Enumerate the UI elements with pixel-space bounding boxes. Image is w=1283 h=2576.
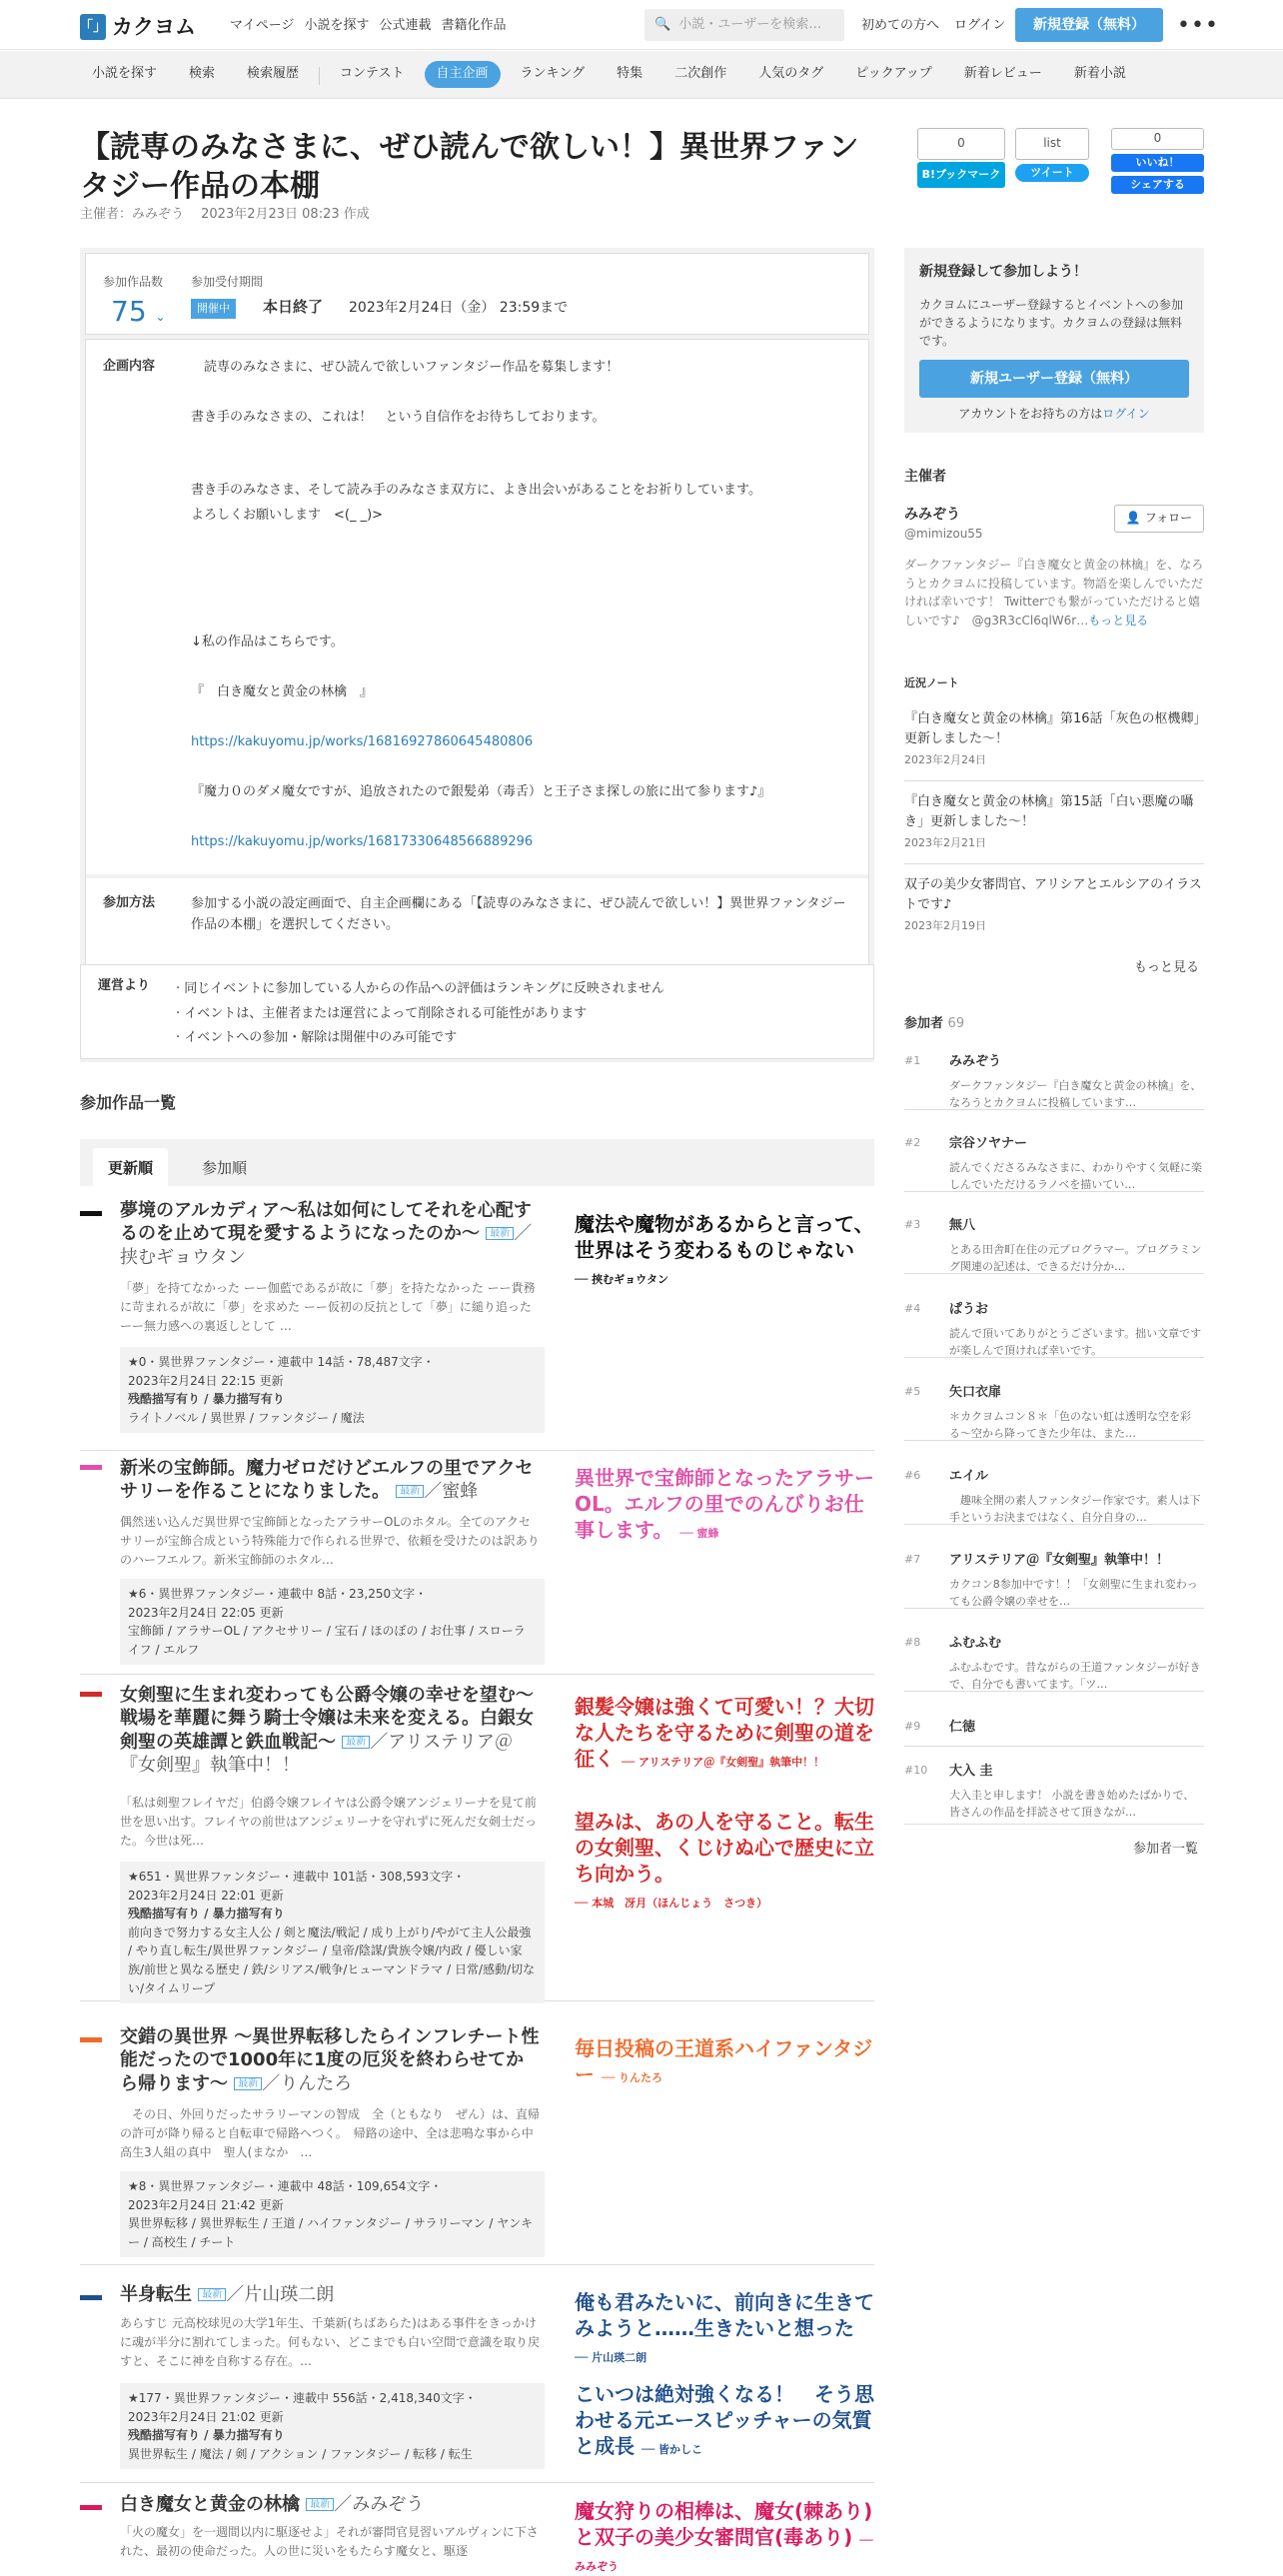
color-bar <box>80 1211 102 1216</box>
catchphrase[interactable]: 異世界で宝飾師となったアラサーOL。エルフの里でのんびりお仕事します。 ── 蜜蜂 <box>575 1466 874 1542</box>
work-item: 白き魔女と黄金の林檎 最新 ／みみぞう 「火の魔女」を一週間以内に駆逐せよ」それが審問官見習いアルヴィンに下された、最初の使命だった。人の世に災いをもたらす魔女と、駆逐 魔女狩りの相棒は、魔女(棘あり)と双子の美少女審問官(毒あり) ── みみぞう <box>80 2493 874 2566</box>
event-details: 企画内容 読専のみなさまに、ぜひ読んで欲しいファンタジー作品を募集します！ 書き手のみなさまの、これは！ という自信作をお待ちしております。 書き手のみなさま、そして読み手のみなさま双方に、よき出会いがあることをお祈りしています。 よろしくお願いします <(_ _)> ↓私の作品はこちらです。 『 白き魔女と黄金の林檎 』 https://kakuyomu.jp/works/16816927860645480806 『魔力０のダメ魔女ですが、追放されたので銀髪弟（毒舌）と王子さま探しの旅に出て参ります♪』 https://kakuyomu.jp/works/16817330648566889296 参加方法 参加する小説の設定画面で、自主企画欄にある「【読専のみなさまに、ぜひ読んで欲しい！】異世界ファンタジー作品の本棚」を選択してください。 <box>85 339 869 1038</box>
more-menu-icon[interactable]: ••• <box>1177 13 1219 38</box>
work-title[interactable]: 白き魔女と黄金の林檎 <box>120 2494 300 2515</box>
divider <box>86 874 868 878</box>
subnav-pickup[interactable]: ピックアップ <box>855 66 932 81</box>
work-author[interactable]: ／りんたろ <box>262 2072 353 2094</box>
tab-joined[interactable]: 参加順 <box>202 1159 248 1177</box>
note-item[interactable]: 『白き魔女と黄金の林檎』第15話「白い悪魔の囁き」更新しました〜！ 2023年2月21日 <box>904 792 1204 864</box>
host-bio: ダークファンタジー『白き魔女と黄金の林檎』を、なろうとカクヨムに投稿しています。物語を楽しんでいただければ幸いです！ Twitterでも繋がっていただけると嬉しいです♪ @g3R3cCl6qlW6r…もっと見る <box>904 558 1204 628</box>
work-item: 夢境のアルカディア〜私は如何にしてそれを心配するのを止めて現を愛するようになったのか〜 最新 ／挟むギョウタン 「夢」を持てなかった ーー伽藍であるが故に「夢」を持たなかった ーー貴務に苛まれるが故に「夢」を求めた ーー仮初の反抗として「夢」に縋り追った ーー無力感への裏返しとして … ★0・異世界ファンタジー・連載中 14話・78,487文字・ 2023年2月24日 22:15 更新 残酷描写有り / 暴力描写有り ライトノベル / 異世界 / ファンタジー / 魔法 魔法や魔物があるからと言って、世界はそう変わるものじゃない ── 挟むギョウタン <box>80 1199 874 1451</box>
color-bar <box>80 1465 102 1470</box>
nav-mypage[interactable]: マイページ <box>230 18 295 33</box>
nav-find[interactable]: 小説を探す <box>304 18 370 33</box>
sort-tabs <box>80 1139 874 1186</box>
work-info: ★6・異世界ファンタジー・連載中 8話・23,250文字・ 2023年2月24日 22:05 更新 宝飾師 / アラサーOL / アクセサリー / 宝石 / ほのぼの / お仕事 / スローライフ / エルフ <box>120 1579 545 1665</box>
subnav-reviews[interactable]: 新着レビュー <box>963 66 1042 81</box>
site-header <box>0 0 1283 50</box>
work-item: 半身転生 最新 ／片山瑛二朗 あらすじ 元高校球児の大学1年生、千葉新(ちばあらた)はある事件をきっかけに魂が半分に割れてしまった。何もない、どこまでも白い空間で意識を取り戻すと、そこに神を自称する存在。… ★177・異世界ファンタジー・連載中 556話・2,418,340文字・ 2023年2月24日 21:02 更新 残酷描写有り / 暴力描写有り 異世界転生 / 魔法 / 剣 / アクション / ファンタジー / 転移 / 転生 俺も君みたいに、前向きに生きてみようと……生きたいと想った ── 片山瑛二朗 こいつは絶対強くなる！ そう思わせる元エースピッチャーの気質と成長 ── 皆かしこ <box>80 2283 874 2483</box>
work-link-1[interactable]: https://kakuyomu.jp/works/16816927860645480806 <box>191 734 534 749</box>
event-summary: 参加作品数 75 ⌄ 参加受付期間 開催中 本日終了 2023年2月24日（金） 23:59まで <box>85 253 869 335</box>
subnav-ranking[interactable]: ランキング <box>520 66 586 81</box>
work-info: ★0・異世界ファンタジー・連載中 14話・78,487文字・ 2023年2月24日 22:15 更新 残酷描写有り / 暴力描写有り ライトノベル / 異世界 / ファンタジー / 魔法 <box>120 1347 545 1433</box>
subnav-new[interactable]: 新着小説 <box>1073 66 1126 81</box>
member-item[interactable]: #3 無八 とある田舎町在住の元プログラマー。プログラミング関連の記述は、できるだけ分か… <box>904 1217 1204 1274</box>
member-item[interactable]: #7 アリステリア＠『女剣聖』執筆中！！ カクコン8参加中です！！「女剣聖に生まれ変わっても公爵令嬢の幸せを… <box>904 1552 1204 1609</box>
tab-updated[interactable]: 更新順 <box>93 1148 168 1186</box>
work-item: 女剣聖に生まれ変わっても公爵令嬢の幸せを望む〜戦場を華麗に舞う騎士令嬢は未来を変える。白銀女剣聖の英雄譚と鉄血戦記〜 最新 ／アリステリア＠『女剣聖』執筆中！！ 「私は剣聖フレイヤだ」伯爵令嬢フレイヤは公爵令嬢アンジェリーナを見て前世を思い出す。フレイヤの前世はアンジェリーナを守れずに死んだ女剣士だった。今世は死… ★651・異世界ファンタジー・連載中 101話・308,593文字・ 2023年2月24日 22:01 更新 残酷描写有り / 暴力描写有り 前向きで努力する女主人公 / 剣と魔法/戦記 / 成り上がり/やがて主人公最強 / やり直し転生/異世界ファンタジー / 皇帝/陰謀/貴族令嬢/内政 / 優しい家族/前世と異なる歴史 / 鉄/シリアス/戦争/ヒューマンドラマ / 日常/感動/切ない/タイムリープ 銀髪令嬢は強くて可愛い！？大切な人たちを守るために剣聖の道を征く ── アリステリア＠『女剣聖』執筆中！！ 望みは、あの人を守ること。転生の女剣聖、くじけぬ心で歴史に立ち向かう。 ── 本城 冴月（ほんじょう さつき） <box>80 1684 874 2001</box>
event-panel <box>80 248 874 1062</box>
new-badge: 最新 <box>234 2077 262 2090</box>
catchphrase-review[interactable]: こいつは絶対強くなる！ そう思わせる元エースピッチャーの気質と成長 ── 皆かしこ <box>575 2382 874 2458</box>
subnav-tags[interactable]: 人気のタグ <box>758 66 824 81</box>
admin-notes: 運営より · 同じイベントに参加している人からの作品への評価はランキングに反映されません · イベントは、主催者または運営によって削除される可能性があります · イベントへの参加・解除は開催中のみ可能です <box>80 964 874 1059</box>
tweet-button[interactable]: ツイート <box>1015 164 1089 182</box>
work-title[interactable]: 女剣聖に生まれ変わっても公爵令嬢の幸せを望む〜戦場を華麗に舞う騎士令嬢は未来を変える。白銀女剣聖の英雄譚と鉄血戦記〜 <box>120 1685 534 1753</box>
login-link[interactable]: ログイン <box>954 18 1006 33</box>
search-input[interactable]: 🔍 小説・ユーザーを検索… <box>644 9 844 41</box>
work-item: 新米の宝飾師。魔力ゼロだけどエルフの里でアクセサリーを作ることになりました。 最新 ／蜜蜂 偶然迷い込んだ異世界で宝飾師となったアラサーOLのホタル。全てのアクセサリーが宝飾合成という特殊能力で作られる世界で、依頼を受けたのは訳ありのハーフエルフ。新米宝飾師のホタル… ★6・異世界ファンタジー・連載中 8話・23,250文字・ 2023年2月24日 22:05 更新 宝飾師 / アラサーOL / アクセサリー / 宝石 / ほのぼの / お仕事 / スローライフ / エルフ 異世界で宝飾師となったアラサーOL。エルフの里でのんびりお仕事します。 ── 蜜蜂 <box>80 1457 874 1675</box>
bookmark-button[interactable]: B!ブックマーク <box>917 162 1005 188</box>
work-title[interactable]: 半身転生 <box>120 2284 192 2305</box>
color-bar <box>80 2295 102 2300</box>
work-author[interactable]: ／挟むギョウタン <box>120 1223 533 1268</box>
search-icon: 🔍 <box>654 16 671 32</box>
new-badge: 最新 <box>342 1736 370 1749</box>
sidebar-login-link[interactable]: ログイン <box>1102 407 1150 422</box>
catchphrase-review[interactable]: 望みは、あの人を守ること。転生の女剣聖、くじけぬ心で歴史に立ち向かう。 ── 本城 冴月（ほんじょう さつき） <box>575 1810 874 1910</box>
member-item[interactable]: #9 仁徳 <box>904 1719 1204 1747</box>
works-heading: 参加作品一覧 <box>80 1093 177 1112</box>
new-badge: 最新 <box>306 2498 334 2511</box>
work-title[interactable]: 交錯の異世界 〜異世界転移したらインフレチート性能だったので1000年に1度の厄災を終わらせてから帰ります〜 <box>120 2026 540 2094</box>
subnav-features[interactable]: 特集 <box>617 66 643 81</box>
member-item[interactable]: #10 大入 圭 大入圭と申します！ 小説を書き始めたばかりで、皆さんの作品を拝読させて頂きなが… <box>904 1763 1204 1825</box>
catchphrase[interactable]: 毎日投稿の王道系ハイファンタジー ── りんたろ <box>575 2036 873 2086</box>
nav-books[interactable]: 書籍化作品 <box>441 18 507 33</box>
bio-more-link[interactable]: もっと見る <box>1088 613 1149 628</box>
work-info: ★651・異世界ファンタジー・連載中 101話・308,593文字・ 2023年2月24日 22:01 更新 残酷描写有り / 暴力描写有り 前向きで努力する女主人公 / 剣と魔法/戦記 / 成り上がり/やがて主人公最強 / やり直し転生/異世界ファンタジー / 皇帝/陰謀/貴族令嬢/内政 / 優しい家族/前世と異なる歴史 / 鉄/シリアス/戦争/ヒューマンドラマ / 日常/感動/切ない/タイムリープ <box>120 1862 545 2003</box>
member-item[interactable]: #4 ぱうお 読んで頂いてありがとうございます。拙い文章ですが楽しんで頂ければ幸いです。 <box>904 1301 1204 1358</box>
work-author[interactable]: ／片山瑛二朗 <box>226 2284 335 2305</box>
first-time-link[interactable]: 初めての方へ <box>861 18 940 33</box>
subnav-find[interactable]: 小説を探す <box>92 66 158 81</box>
work-title[interactable]: 夢境のアルカディア〜私は如何にしてそれを心配するのを止めて現を愛するようになったのか〜 <box>120 1200 532 1245</box>
work-item: 交錯の異世界 〜異世界転移したらインフレチート性能だったので1000年に1度の厄災を終わらせてから帰ります〜 最新 ／りんたろ その日、外回りだったサラリーマンの智成 全（ともなり ぜん）は、直帰の許可が降り帰ると自転車で帰路へつく。 帰路の途中、全は悲鳴な事から中高生3人組の真中 聖人(まなか … ★8・異世界ファンタジー・連載中 48話・109,654文字・ 2023年2月24日 21:42 更新 異世界転移 / 異世界転生 / 王道 / ハイファンタジー / サラリーマン / ヤンキー / 高校生 / チート 毎日投稿の王道系ハイファンタジー ── りんたろ <box>80 2023 874 2265</box>
catchphrase[interactable]: 魔女狩りの相棒は、魔女(棘あり)と双子の美少女審問官(毒あり) ── みみぞう <box>575 2499 873 2573</box>
nav-official[interactable]: 公式連載 <box>379 18 432 33</box>
work-title[interactable]: 新米の宝飾師。魔力ゼロだけどエルフの里でアクセサリーを作ることになりました。 <box>120 1458 534 1503</box>
member-item[interactable]: #5 矢口衣扉 ＊カクヨムコン８＊「色のない虹は透明な空を彩る〜空から降ってきた少年は、また… <box>904 1384 1204 1441</box>
entry-count[interactable]: 75 ⌄ <box>111 295 166 328</box>
member-item[interactable]: #6 エイル 趣味全開の素人ファンタジー作家です。素人は下手というお決まではなく、自分自身の… <box>904 1468 1204 1525</box>
note-item[interactable]: 双子の美少女審問官、アリシアとエルシアのイラストです♪ 2023年2月19日 <box>904 877 1202 932</box>
logo-mark-icon: 「」 <box>80 14 106 40</box>
work-author[interactable]: ／みみぞう <box>334 2494 425 2515</box>
bookmark-share[interactable]: 0 B!ブックマーク <box>917 128 1005 188</box>
work-author[interactable]: ／蜜蜂 <box>424 1481 479 1503</box>
tweet-share[interactable]: list ツイート <box>1015 128 1089 182</box>
subnav-history[interactable]: 検索履歴 <box>247 66 300 81</box>
fb-share-button[interactable]: シェアする <box>1111 176 1204 194</box>
member-item[interactable]: #8 ふむふむ ふむふむです。昔ながらの王道ファンタジーが好きで、自分でも書いてます。「ツ… <box>904 1635 1204 1692</box>
members-list-link[interactable]: 参加者一覧 <box>1133 1842 1199 1857</box>
sub-nav <box>0 51 1283 99</box>
subnav-fanfic[interactable]: 二次創作 <box>674 66 727 81</box>
event-meta: 主催者：みみぞう 2023年2月23日 08:23 作成 <box>80 207 370 222</box>
catchphrase[interactable]: 銀髪令嬢は強くて可愛い！？大切な人たちを守るために剣聖の道を征く ── アリステリア＠『女剣聖』執筆中！！ <box>575 1695 874 1771</box>
host-name[interactable]: みみぞう <box>904 507 960 523</box>
user-plus-icon: 👤 <box>1125 511 1141 526</box>
note-item[interactable]: 『白き魔女と黄金の林檎』第16話「灰色の枢機卿」更新しました〜！ 2023年2月24日 <box>904 709 1204 781</box>
catchphrase[interactable]: 俺も君みたいに、前向きに生きてみようと……生きたいと想った ── 片山瑛二朗 <box>575 2290 874 2364</box>
page-title: 【読専のみなさまに、ぜひ読んで欲しい！】異世界ファンタジー作品の本棚 <box>80 130 859 204</box>
work-link-2[interactable]: https://kakuyomu.jp/works/16817330648566889296 <box>191 834 534 849</box>
new-badge: 最新 <box>486 1227 514 1240</box>
like-button[interactable]: いいね！ <box>1111 154 1204 172</box>
new-badge: 最新 <box>198 2288 226 2301</box>
host-heading: 主催者 <box>904 469 946 485</box>
status-badge: 開催中 <box>191 299 236 319</box>
main-nav <box>230 17 507 36</box>
register-button[interactable]: 新規登録（無料） <box>1015 8 1163 42</box>
member-item[interactable]: #1 みみぞう ダークファンタジー『白き魔女と黄金の林檎』を、なろうとカクヨムに投稿しています… <box>904 1053 1204 1110</box>
color-bar <box>80 2037 102 2042</box>
catchphrase[interactable]: 魔法や魔物があるからと言って、世界はそう変わるものじゃない ── 挟むギョウタン <box>575 1212 874 1286</box>
chevron-down-icon: ⌄ <box>155 310 166 324</box>
member-item[interactable]: #2 宗谷ソヤナー 読んでくださるみなさまに、わかりやすく気軽に楽しんでいただけるラノベを描いてい… <box>904 1136 1202 1192</box>
work-info: ★177・異世界ファンタジー・連載中 556話・2,418,340文字・ 2023年2月24日 21:02 更新 残酷描写有り / 暴力描写有り 異世界転生 / 魔法 / 剣 / アクション / ファンタジー / 転移 / 転生 <box>120 2383 545 2469</box>
subnav-contest[interactable]: コンテスト <box>340 66 405 81</box>
notes-more-link[interactable]: もっと見る <box>1134 960 1200 975</box>
notes-heading: 近況ノート <box>904 676 959 689</box>
register-promo: 新規登録して参加しよう！ カクヨムにユーザー登録するとイベントへの参加ができるようになります。カクヨムの登録は無料です。 新規ユーザー登録（無料） アカウントをお持ちの方はログイン <box>904 248 1204 433</box>
members-heading: 参加者 69 <box>904 1016 965 1031</box>
like-share[interactable]: 0 いいね！ シェアする <box>1111 128 1204 194</box>
new-badge: 最新 <box>396 1485 424 1498</box>
site-logo[interactable]: 「」 カクヨム <box>79 15 196 39</box>
color-bar <box>80 2505 102 2510</box>
work-info: ★8・異世界ファンタジー・連載中 48話・109,654文字・ 2023年2月24日 21:42 更新 異世界転移 / 異世界転生 / 王道 / ハイファンタジー / サラリーマン / ヤンキー / 高校生 / チート <box>120 2171 545 2257</box>
divider <box>319 67 320 85</box>
follow-button[interactable]: 👤 フォロー <box>1114 505 1204 533</box>
work-author[interactable]: ／アリステリア＠『女剣聖』執筆中！！ <box>120 1731 513 1777</box>
subnav-user-events[interactable]: 自主企画 <box>425 61 501 88</box>
subnav-search[interactable]: 検索 <box>189 66 216 81</box>
color-bar <box>80 1692 102 1697</box>
sidebar-register-button[interactable]: 新規ユーザー登録（無料） <box>919 360 1189 398</box>
